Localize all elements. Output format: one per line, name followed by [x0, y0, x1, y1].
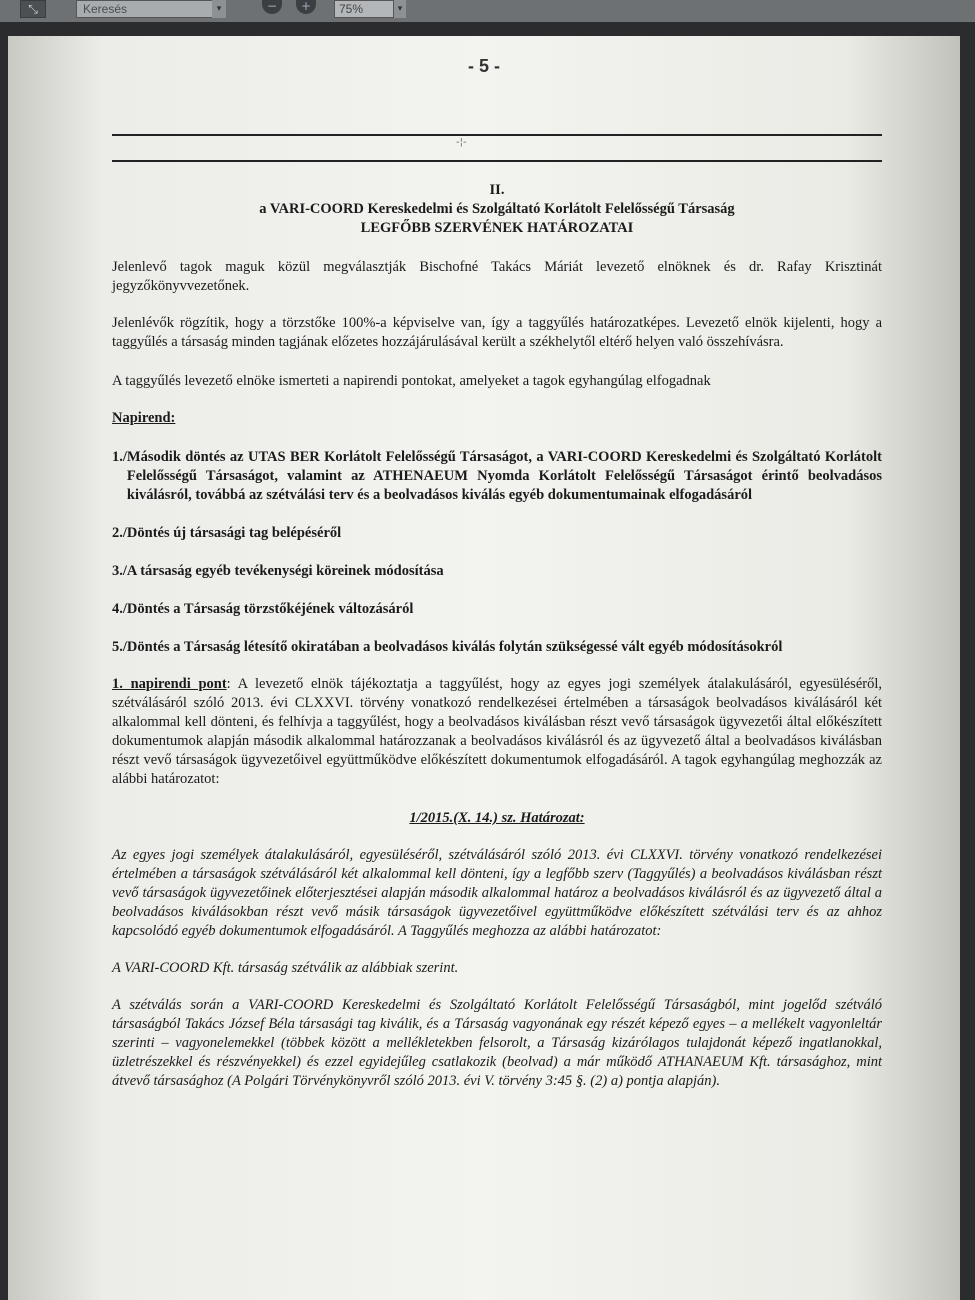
document-page — [8, 36, 960, 1300]
agenda-item-3 — [112, 562, 882, 581]
header-rule-top — [112, 134, 882, 136]
zoom-in-button[interactable]: + — [296, 0, 316, 14]
zoom-level-field[interactable]: 75% — [334, 0, 394, 18]
zoom-dropdown-chevron-icon[interactable]: ▾ — [394, 0, 406, 18]
section-heading-line2: LEGFŐBB SZERVÉNEK HATÁROZATAI — [360, 220, 634, 236]
agenda-item-5 — [112, 638, 882, 657]
agenda-item-text: Döntés új társasági tag belépéséről — [126, 525, 342, 541]
point1-text: : A levezető elnök tájékoztatja a taggyűlést, hogy az egyes jogi személyek átalakulásáról, egyesüléséről, szétválásáról szóló 2013. évi CLXXVI. törvény vonatkozó rendelkezései értelmében a társaságok beolvadásos kiválásáról két alkalommal kell dönteni, és felhívja a taggyűlést, hogy a beolvadásos kiválásban részt vevő társaságok ügyvezetői által előkészített dokumentumok alapján második alkalommal határozzanak a beolvadásos kiválásról és az ügyvezető által a beolvadásos kiválásban részt vevő társaságok ügyvezetőivel együttműködve előkészített dokumentumok elfogadásáról. A tagok egyhangúlag meghozzák az alábbi határozatot: — [112, 676, 882, 787]
agenda-item-text: Döntés a Társaság törzstőkéjének változásáról — [126, 601, 414, 617]
agenda-item-2 — [112, 524, 882, 543]
resolution-paragraph-2: A VARI-COORD Kft. társaság szétválik az alábbiak szerint. — [112, 960, 459, 976]
page-number: - 5 - — [467, 56, 500, 76]
section-heading-line1: a VARI-COORD Kereskedelmi és Szolgáltató Korlátolt Felelősségű Társaság — [259, 201, 735, 217]
resolution-paragraph-3: A szétválás során a VARI-COORD Kereskedelmi és Szolgáltató Korlátolt Felelősségű Társaságból, mint jogelőd szétváló társaságból Takács József Béla társasági tag kiválik, és a Társaság vagyonának egy részét képező egyes – a mellékelt vagyonleltár szerinti – vagyonelemekkel (többek között a mellékletekben felsorolt, a Társaság kizárólagos tulajdonát képező ingatlanokkal, üzletrészekkel és részvényekkel) és ezzel egyidejűleg csatlakozik (beolvad) a már működő ATHANAEUM Kft. társasághoz, mint átvevő társasághoz (A Polgári Törvénykönyvről szóló 2013. évi V. törvény 3:45 §. (2) a) pontja alapján). — [112, 997, 882, 1089]
zoom-out-button[interactable]: − — [262, 0, 282, 14]
agenda-item-text: Döntés a Társaság létesítő okiratában a beolvadásos kiválás folytán szükségessé vált egyéb módosításokról — [126, 639, 783, 655]
agenda-item-number: 3./ — [112, 563, 127, 579]
rule-mark: -¦- — [456, 137, 467, 148]
paragraph-agenda-intro: A taggyűlés levezető elnöke ismerteti a napirendi pontokat, amelyeket a tagok egyhangúlag elfogadnak — [112, 373, 711, 389]
search-dropdown-chevron-icon[interactable]: ▾ — [212, 0, 226, 18]
expand-tool-icon[interactable]: ⤡ — [20, 0, 46, 18]
agenda-item-1 — [112, 448, 882, 505]
viewer-toolbar — [0, 0, 975, 22]
point1-label: 1. napirendi pont — [112, 676, 227, 692]
resolution-title: 1/2015.(X. 14.) sz. Határozat: — [409, 810, 585, 826]
resolution-paragraph-1: Az egyes jogi személyek átalakulásáról, egyesüléséről, szétválásáról szóló 2013. évi CLXXVI. törvény vonatkozó rendelkezései értelmében a társaságok szétválásáról két alkalommal kell dönteni, így a legfőbb szerv (Taggyűlés) a beolvadásos kiválásban részt vevő társaságok ügyvezetőinek előterjesztései alapján második alkalommal határoz a beolvadásos kiválásról és az ügyvezető által a beolvadásos kiválásokban részt vevő másik társaságok ügyvezetőivel együttműködve előkészített szétválási terv és az ahhoz kapcsolódó egyéb dokumentumok elfogadásáról. A Taggyűlés meghozza az alábbi határozatot: — [112, 847, 882, 939]
paragraph-point1 — [112, 675, 882, 789]
agenda-item-number: 4./ — [112, 601, 127, 617]
search-input[interactable]: Keresés — [76, 0, 226, 18]
agenda-item-number: 5./ — [112, 639, 127, 655]
header-rule-bottom — [112, 160, 882, 162]
agenda-item-number: 2./ — [112, 525, 127, 541]
agenda-item-text: Második döntés az UTAS BER Korlátolt Felelősségű Társaságot, a VARI-COORD Kereskedelmi és Szolgáltató Korlátolt Felelősségű Társaságot, valamint az ATHENAEUM Nyomda Korlátolt Felelősségű Társaságot érintő beolvadásos kiválásról, továbbá az szétválási terv és a beolvadásos kiválás egyéb dokumentumainak elfogadásáról — [126, 449, 882, 503]
paragraph-officers: Jelenlevő tagok maguk közül megválasztják Bischofné Takács Máriát levezető elnöknek és dr. Rafay Krisztinát jegyzőkönyvvezetőnek. — [112, 259, 882, 294]
agenda-title: Napirend: — [112, 410, 176, 426]
agenda-item-text: A társaság egyéb tevékenységi köreinek módosítása — [126, 563, 444, 579]
section-roman-numeral: II. — [489, 182, 505, 198]
paragraph-quorum: Jelenlévők rögzítik, hogy a törzstőke 100%-a képviselve van, így a taggyűlés határozatképes. Levezető elnök kijelenti, hogy a taggyűlés a társaság minden tagjának előzetes hozzájárulásával került a székhelytől eltérő helyen való összehívásra. — [112, 315, 882, 350]
agenda-item-4 — [112, 600, 882, 619]
document-body — [112, 181, 882, 1091]
agenda-item-number: 1./ — [112, 449, 127, 465]
